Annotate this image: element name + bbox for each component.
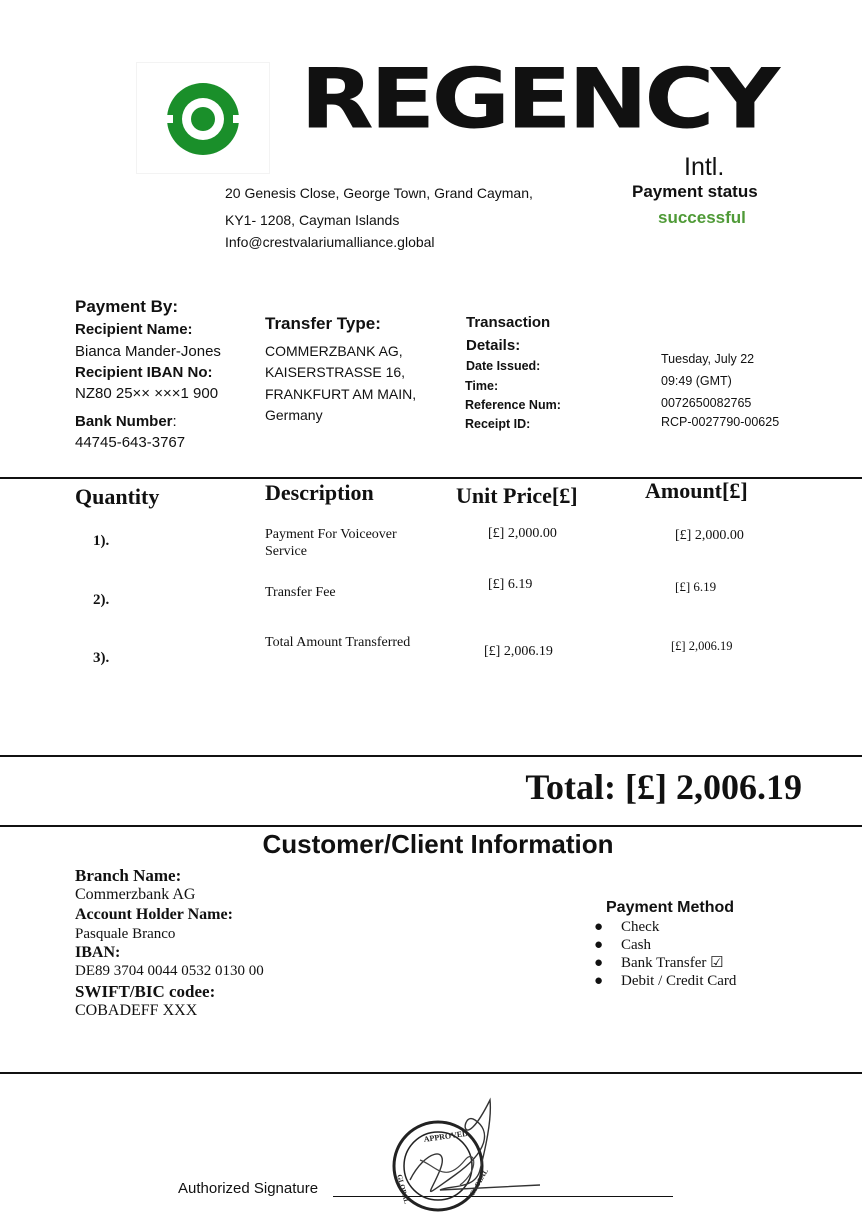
brand-suffix: Intl. — [684, 153, 725, 181]
receipt-label: Receipt ID: — [465, 417, 531, 431]
address-line-2: KY1- 1208, Cayman Islands — [225, 212, 400, 228]
row-1-unit-price: [£] 2,000.00 — [488, 526, 557, 541]
transfer-line-3: FRANKFURT AM MAIN, — [265, 386, 417, 402]
time-value: 09:49 (GMT) — [661, 374, 732, 388]
date-issued-label: Date Issued: — [466, 359, 541, 373]
transfer-line-1: COMMERZBANK AG, — [265, 343, 403, 359]
payment-status-label: Payment status — [632, 182, 758, 201]
recipient-name-label: Recipient Name: — [75, 321, 193, 338]
branch-name: Commerzbank AG — [75, 886, 196, 903]
transfer-type-heading: Transfer Type: — [265, 314, 381, 333]
brand-name: REGENCY — [300, 51, 777, 148]
bank-number-label: Bank Number — [75, 413, 173, 430]
row-2-unit-price: [£] 6.19 — [488, 577, 533, 592]
swift-value: COBADEFF XXX — [75, 1002, 198, 1019]
row-3-amount: [£] 2,006.19 — [671, 639, 733, 653]
row-2-amount: [£] 6.19 — [675, 579, 717, 594]
col-header-unit-price: Unit Price[£] — [456, 483, 578, 508]
recipient-name: Bianca Mander-Jones — [75, 343, 221, 360]
recipient-iban-label: Recipient IBAN No: — [75, 364, 213, 381]
transfer-line-2: KAISERSTRASSE 16, — [265, 364, 406, 380]
row-3-description: Total Amount Transferred — [265, 635, 411, 650]
grand-total: Total: [£] 2,006.19 — [525, 767, 802, 807]
divider — [0, 755, 862, 757]
iban-value: DE89 3704 0044 0532 0130 00 — [75, 963, 264, 979]
bullet-icon: ● — [594, 919, 604, 935]
row-3-unit-price: [£] 2,006.19 — [484, 644, 553, 659]
col-header-description: Description — [265, 480, 374, 505]
stamp-text-right: GLOBAL — [468, 1167, 490, 1198]
payment-status-value: successful — [658, 208, 746, 227]
col-header-quantity: Quantity — [75, 484, 160, 509]
approved-stamp-icon — [380, 1090, 550, 1218]
bullet-icon: ● — [594, 973, 604, 989]
bullet-icon: ● — [594, 937, 604, 953]
row-2-description: Transfer Fee — [265, 585, 336, 600]
authorized-signature-label: Authorized Signature — [178, 1180, 319, 1197]
payment-method-heading: Payment Method — [606, 899, 735, 916]
recipient-iban: NZ80 25×× ×××1 900 — [75, 385, 219, 402]
transaction-heading-2: Details: — [466, 337, 521, 354]
stamp-text-top: APPROVED — [423, 1128, 469, 1144]
payment-by-heading: Payment By: — [75, 297, 178, 316]
payment-option-card: ● Debit / Credit Card — [594, 973, 737, 989]
transfer-line-4: Germany — [265, 407, 323, 423]
ring-logo-icon — [137, 63, 269, 173]
bank-number: 44745-643-3767 — [75, 434, 186, 451]
row-1-amount: [£] 2,000.00 — [675, 528, 744, 543]
logo — [136, 62, 270, 174]
date-issued: Tuesday, July 22 — [661, 352, 755, 366]
address-line-1: 20 Genesis Close, George Town, Grand Cayman, — [225, 185, 533, 201]
payment-option-cash: ● Cash — [594, 937, 651, 953]
row-3-quantity: 3). — [93, 650, 110, 666]
bullet-icon: ● — [594, 955, 604, 971]
transaction-heading-1: Transaction — [466, 314, 551, 331]
bank-number-colon: : — [172, 413, 177, 430]
time-label: Time: — [465, 379, 499, 393]
branch-name-label: Branch Name: — [75, 866, 182, 885]
customer-info-heading: Customer/Client Information — [262, 829, 614, 859]
account-holder: Pasquale Branco — [75, 926, 176, 942]
bank-number-row — [75, 413, 177, 430]
payment-option-check: ● Check — [594, 919, 660, 935]
stamp-text-left: GLOBAL — [395, 1173, 411, 1205]
row-2-quantity: 2). — [93, 592, 110, 608]
payment-method-list — [594, 918, 736, 990]
row-1-quantity: 1). — [93, 533, 110, 549]
receipt-id: RCP-0027790-00625 — [661, 415, 780, 429]
col-header-amount: Amount[£] — [645, 478, 748, 503]
reference-label: Reference Num: — [465, 398, 561, 412]
company-email: Info@crestvalariumalliance.global — [225, 234, 435, 250]
divider — [0, 1072, 862, 1074]
row-1-description-cont: Service — [265, 544, 307, 559]
iban-label: IBAN: — [75, 944, 121, 961]
divider — [0, 825, 862, 827]
reference-number: 0072650082765 — [661, 396, 752, 410]
payment-option-bank-transfer: ● Bank Transfer ☑ — [594, 955, 724, 971]
swift-label: SWIFT/BIC codee: — [75, 982, 216, 1001]
account-holder-label: Account Holder Name: — [75, 906, 233, 923]
row-1-description: Payment For Voiceover — [265, 527, 397, 542]
